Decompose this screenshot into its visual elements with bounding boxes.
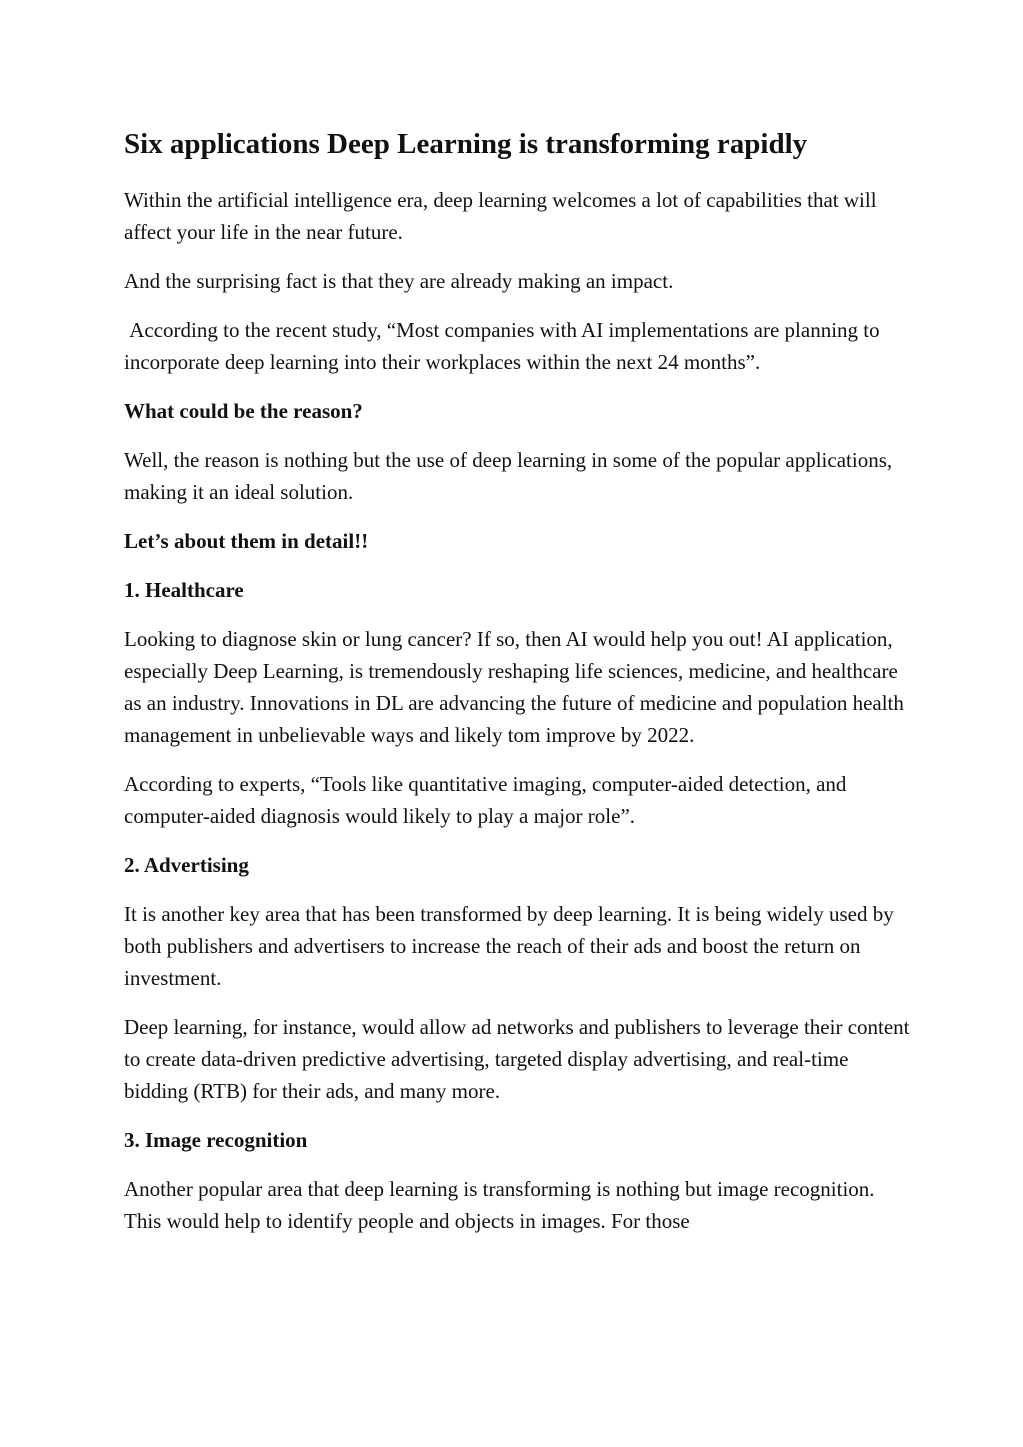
question-heading: What could be the reason? bbox=[124, 399, 363, 423]
healthcare-paragraph-2: According to experts, “Tools like quantitative imaging, computer-aided detection, and computer-aided diagnosis would likely to play a major role”. bbox=[124, 772, 847, 828]
section-heading-advertising: 2. Advertising bbox=[124, 853, 249, 877]
image-recognition-paragraph-1: Another popular area that deep learning is transforming is nothing but image recognition. This would help to identify people and objects in images. For those bbox=[124, 1177, 875, 1233]
document-page bbox=[124, 124, 914, 1254]
advertising-paragraph-1: It is another key area that has been transformed by deep learning. It is being widely used by both publishers and advertisers to increase the reach of their ads and boost the return on investment. bbox=[124, 902, 894, 990]
healthcare-paragraph-1: Looking to diagnose skin or lung cancer? If so, then AI would help you out! AI application, especially Deep Learning, is tremendously reshaping life sciences, medicine, and healthcare as an industry. Innovations in DL are advancing the future of medicine and population health management in unbelievable ways and likely tom improve by 2022. bbox=[124, 627, 904, 747]
section-heading-image-recognition: 3. Image recognition bbox=[124, 1128, 308, 1152]
detail-heading: Let’s about them in detail!! bbox=[124, 529, 369, 553]
reason-paragraph: Well, the reason is nothing but the use of deep learning in some of the popular applications, making it an ideal solution. bbox=[124, 448, 893, 504]
study-paragraph: According to the recent study, “Most companies with AI implementations are planning to incorporate deep learning into their workplaces within the next 24 months”. bbox=[124, 318, 885, 374]
advertising-paragraph-2: Deep learning, for instance, would allow ad networks and publishers to leverage their content to create data-driven predictive advertising, targeted display advertising, and real-time bidding (RTB) for their ads, and many more. bbox=[124, 1015, 910, 1103]
document-title: Six applications Deep Learning is transforming rapidly bbox=[124, 128, 808, 160]
impact-paragraph: And the surprising fact is that they are already making an impact. bbox=[124, 269, 674, 293]
intro-paragraph: Within the artificial intelligence era, deep learning welcomes a lot of capabilities that will affect your life in the near future. bbox=[124, 188, 877, 244]
section-heading-healthcare: 1. Healthcare bbox=[124, 578, 244, 602]
